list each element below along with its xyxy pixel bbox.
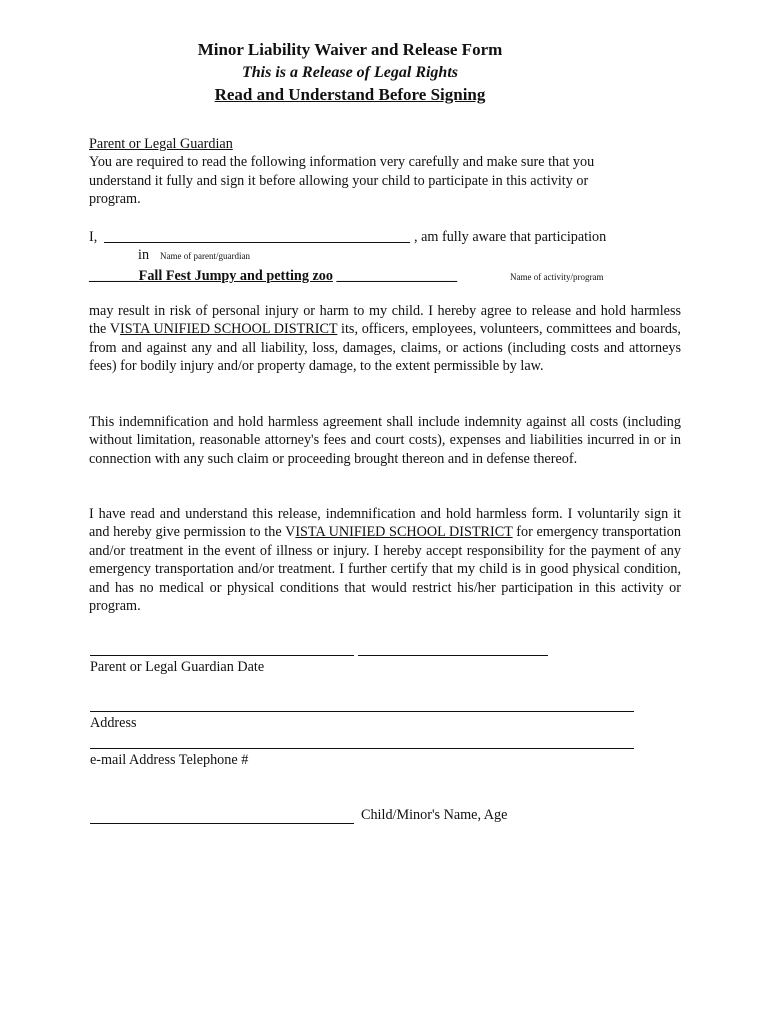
minor-name-age-field[interactable] bbox=[90, 823, 354, 824]
i-label: I, bbox=[89, 229, 98, 245]
email-phone-field[interactable] bbox=[90, 748, 634, 749]
guardian-signature-field[interactable] bbox=[90, 655, 354, 656]
email-phone-label: e-mail Address Telephone # bbox=[90, 752, 249, 768]
guardian-date-label: Parent or Legal Guardian Date bbox=[90, 659, 265, 675]
signature-date-field[interactable] bbox=[358, 655, 548, 656]
activity-field[interactable] bbox=[89, 267, 457, 285]
district-name: ISTA UNIFIED SCHOOL DISTRICT bbox=[120, 321, 338, 338]
intro-line-3: program. bbox=[89, 191, 141, 207]
form-subtitle: This is a Release of Legal Rights bbox=[242, 64, 458, 81]
aware-text: , am fully aware that participation bbox=[414, 229, 607, 245]
intro-heading: Parent or Legal Guardian bbox=[89, 136, 233, 152]
release-paragraph: may result in risk of personal injury or harm to my child. I hereby agree to release and hold harmless the VISTA UNIFIED SCHOOL DISTRICT its, officers, employees, volunteers, committees and boards, from and against any and all liability, loss, damages, claims, or actions (including costs and attorneys fees) for bodily injury and/or property damage, to the extent permissible by law. bbox=[89, 303, 681, 375]
form-title: Minor Liability Waiver and Release Form bbox=[197, 40, 503, 59]
intro-line-2: understand it fully and sign it before allowing your child to participate in this activity or bbox=[89, 173, 589, 189]
form-notice: Read and Understand Before Signing bbox=[214, 85, 486, 104]
address-label: Address bbox=[90, 715, 137, 731]
consent-paragraph: I have read and understand this release, indemnification and hold harmless form. I voluntarily sign it and hereby give permission to the VISTA UNIFIED SCHOOL DISTRICT for emergency transportation and/or treatment in the event of illness or injury. I hereby accept responsibility for the payment of any emergency transportation and/or treatment. I further certify that my child is in good physical condition, and has no medical or physical conditions that would restrict his/her participation in this activity or program. bbox=[89, 506, 681, 615]
activity-suffix: _________________ bbox=[332, 268, 458, 284]
parent-name-caption: Name of parent/guardian bbox=[160, 251, 250, 261]
in-label: in bbox=[138, 247, 150, 263]
parent-name-field[interactable] bbox=[104, 242, 410, 243]
activity-prefix: _______ bbox=[89, 268, 139, 284]
activity-value: Fall Fest Jumpy and petting zoo bbox=[138, 268, 333, 284]
minor-label: Child/Minor's Name, Age bbox=[361, 807, 508, 823]
activity-caption: Name of activity/program bbox=[510, 272, 604, 282]
address-field[interactable] bbox=[90, 711, 634, 712]
indemnification-paragraph: This indemnification and hold harmless agreement shall include indemnity against all costs (including without limitation, reasonable attorney's fees and court costs), expenses and liabilities incurred in or in connection with any such claim or proceeding brought thereon and in defense thereof. bbox=[89, 414, 681, 467]
intro-line-1: You are required to read the following information very carefully and make sure that you bbox=[89, 154, 595, 170]
district-name-2: ISTA UNIFIED SCHOOL DISTRICT bbox=[295, 524, 513, 541]
